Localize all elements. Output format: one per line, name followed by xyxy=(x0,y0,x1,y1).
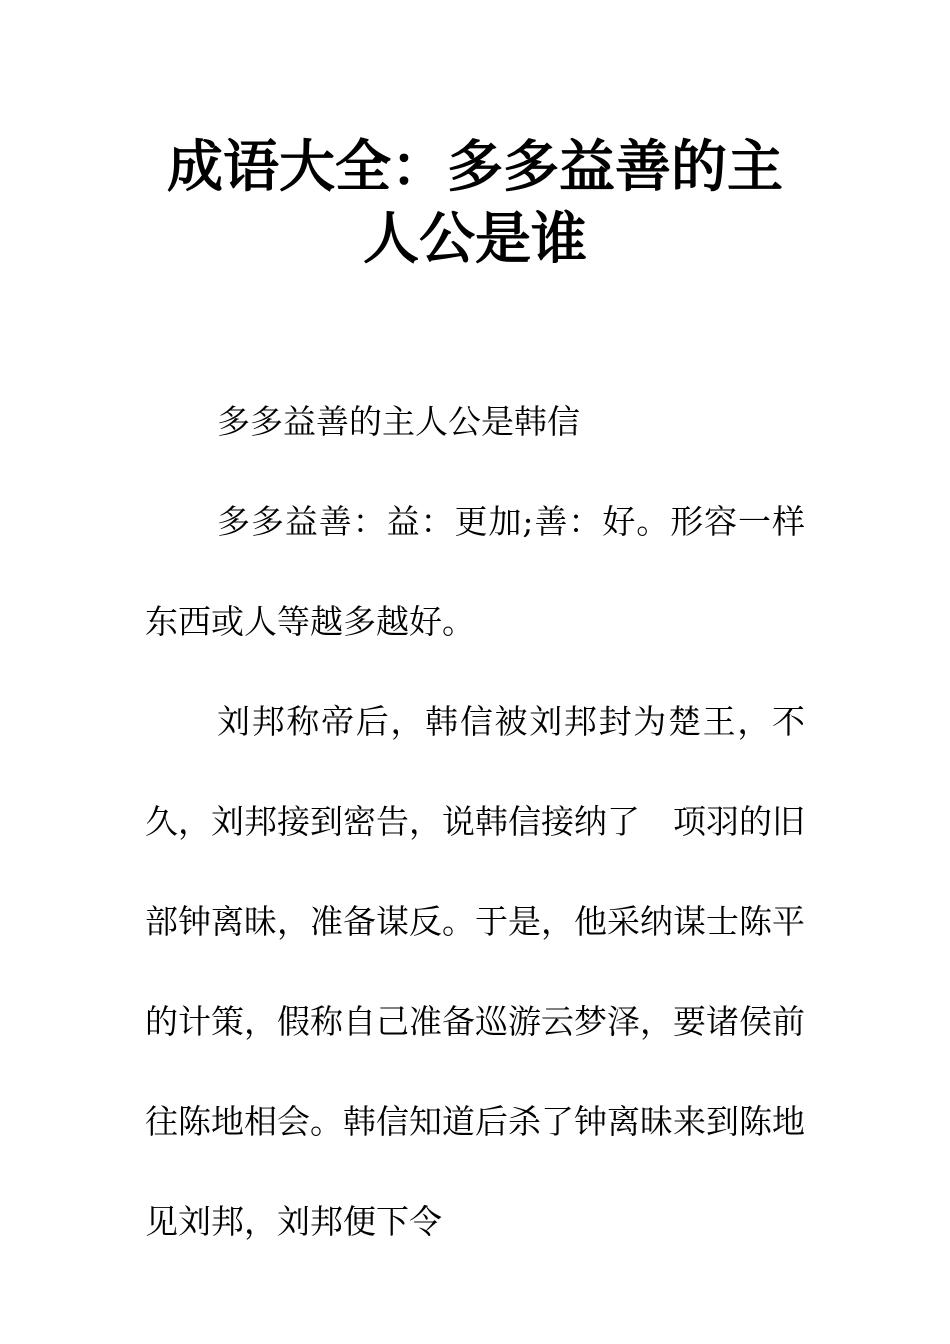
paragraph-story: 刘邦称帝后，韩信被刘邦封为楚王，不久，刘邦接到密告，说韩信接纳了 项羽的旧部钟离昧，准备谋反。于是，他采纳谋士陈平的计策，假称自己准备巡游云梦泽，要诸侯前往陈地相会。韩信知道后杀了钟离昧来到陈地见刘邦，刘邦便下令 xyxy=(145,702,805,1241)
paragraph-protagonist: 多多益善的主人公是韩信 xyxy=(217,402,580,441)
document-body xyxy=(145,372,805,1272)
document-title: 成语大全：多多益善的主人公是谁 xyxy=(167,135,783,272)
paragraph-definition: 多多益善：益：更加;善：好。形容一样东西或人等越多越好。 xyxy=(145,502,805,641)
